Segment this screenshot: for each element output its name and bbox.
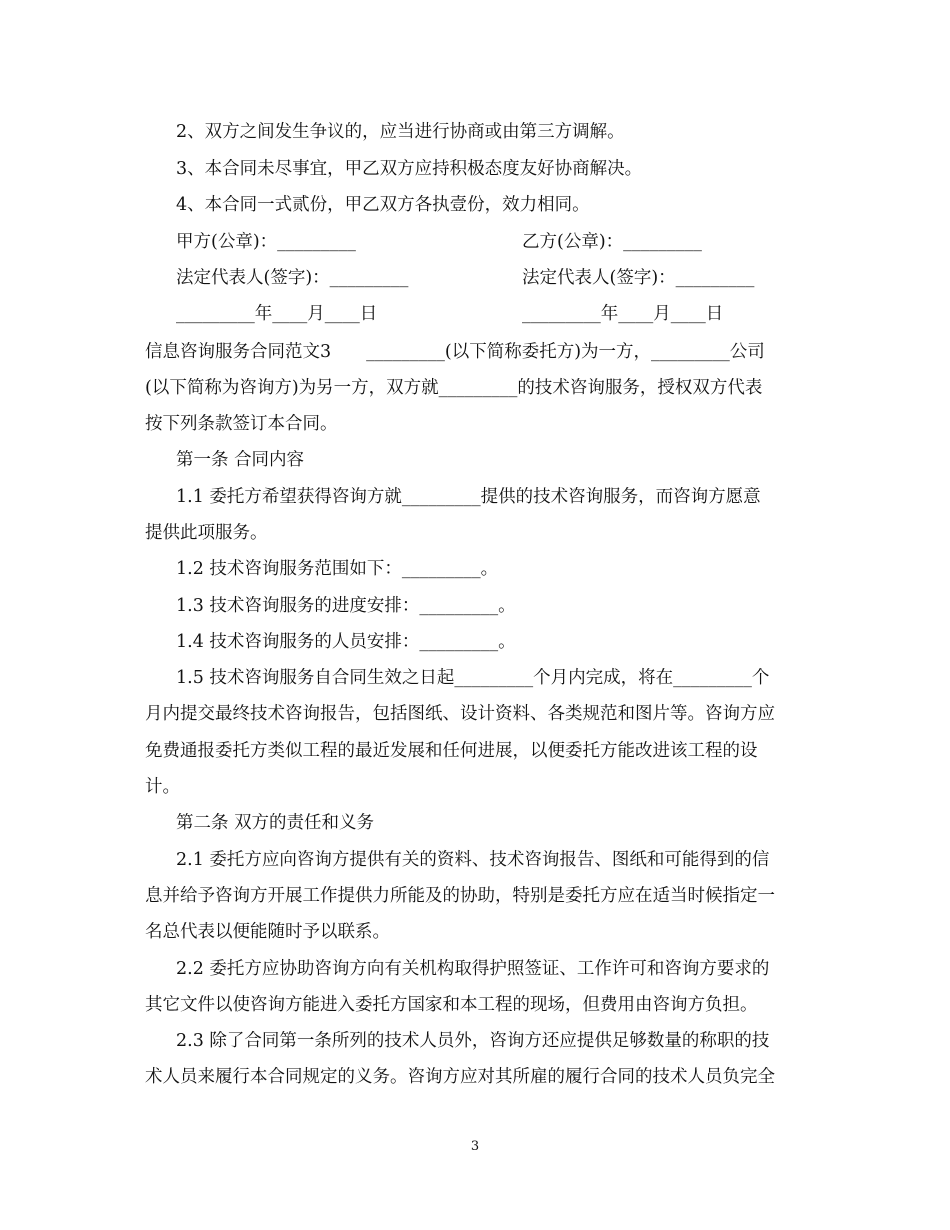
body-line: 提供此项服务。 [145,523,268,543]
signature-row [176,303,846,325]
body-line: 信息咨询服务合同范文3 _________(以下简称委托方)为一方，_________公司 [145,342,765,362]
signature-row [176,231,846,253]
clause-line: 3、本合同未尽事宜，甲乙双方应持积极态度友好协商解决。 [176,159,643,179]
body-line: 1.4 技术咨询服务的人员安排：_________。 [176,632,516,652]
body-line: 计。 [145,777,180,797]
section-heading: 第一条 合同内容 [176,450,305,470]
body-line: 2.3 除了合同第一条所列的技术人员外，咨询方还应提供足够数量的称职的技 [176,1031,770,1051]
signature-row [176,267,846,289]
body-line: 按下列条款签订本合同。 [145,414,338,434]
section-heading: 第二条 双方的责任和义务 [176,813,375,833]
body-line: 1.5 技术咨询服务自合同生效之日起_________个月内完成，将在_________个 [176,668,770,688]
body-line: 术人员来履行本合同规定的义务。咨询方应对其所雇的履行合同的技术人员负完全 [145,1067,775,1087]
clause-line: 4、本合同一式贰份，甲乙双方各执壹份，效力相同。 [176,195,590,215]
body-line: (以下简称为咨询方)为另一方，双方就_________的技术咨询服务，授权双方代表 [145,378,763,398]
body-line: 1.2 技术咨询服务范围如下：_________。 [176,559,499,579]
body-line: 免费通报委托方类似工程的最近发展和任何进展，以便委托方能改进该工程的设 [145,741,758,761]
party-b-representative: 法定代表人(签字)：_________ [522,268,755,288]
party-b-date: _________年____月____日 [522,304,724,324]
body-line: 1.3 技术咨询服务的进度安排：_________。 [176,596,516,616]
body-line: 1.1 委托方希望获得咨询方就_________提供的技术咨询服务，而咨询方愿意 [176,487,761,507]
party-b-seal: 乙方(公章)：_________ [522,232,702,252]
clause-line: 2、双方之间发生争议的，应当进行协商或由第三方调解。 [176,122,625,142]
body-line: 2.1 委托方应向咨询方提供有关的资料、技术咨询报告、图纸和可能得到的信 [176,850,770,870]
page-number: 3 [470,1139,480,1154]
party-a-representative: 法定代表人(签字)：_________ [176,268,409,288]
body-line: 月内提交最终技术咨询报告，包括图纸、设计资料、各类规范和图片等。咨询方应 [145,704,775,724]
party-a-date: _________年____月____日 [176,304,378,324]
body-line: 其它文件以使咨询方能进入委托方国家和本工程的现场，但费用由咨询方负担。 [145,995,758,1015]
body-line: 息并给予咨询方开展工作提供力所能及的协助，特别是委托方应在适当时候指定一 [145,886,775,906]
body-line: 2.2 委托方应协助咨询方向有关机构取得护照签证、工作许可和咨询方要求的 [176,959,770,979]
body-line: 名总代表以便能随时予以联系。 [145,922,390,942]
party-a-seal: 甲方(公章)：_________ [176,232,356,252]
